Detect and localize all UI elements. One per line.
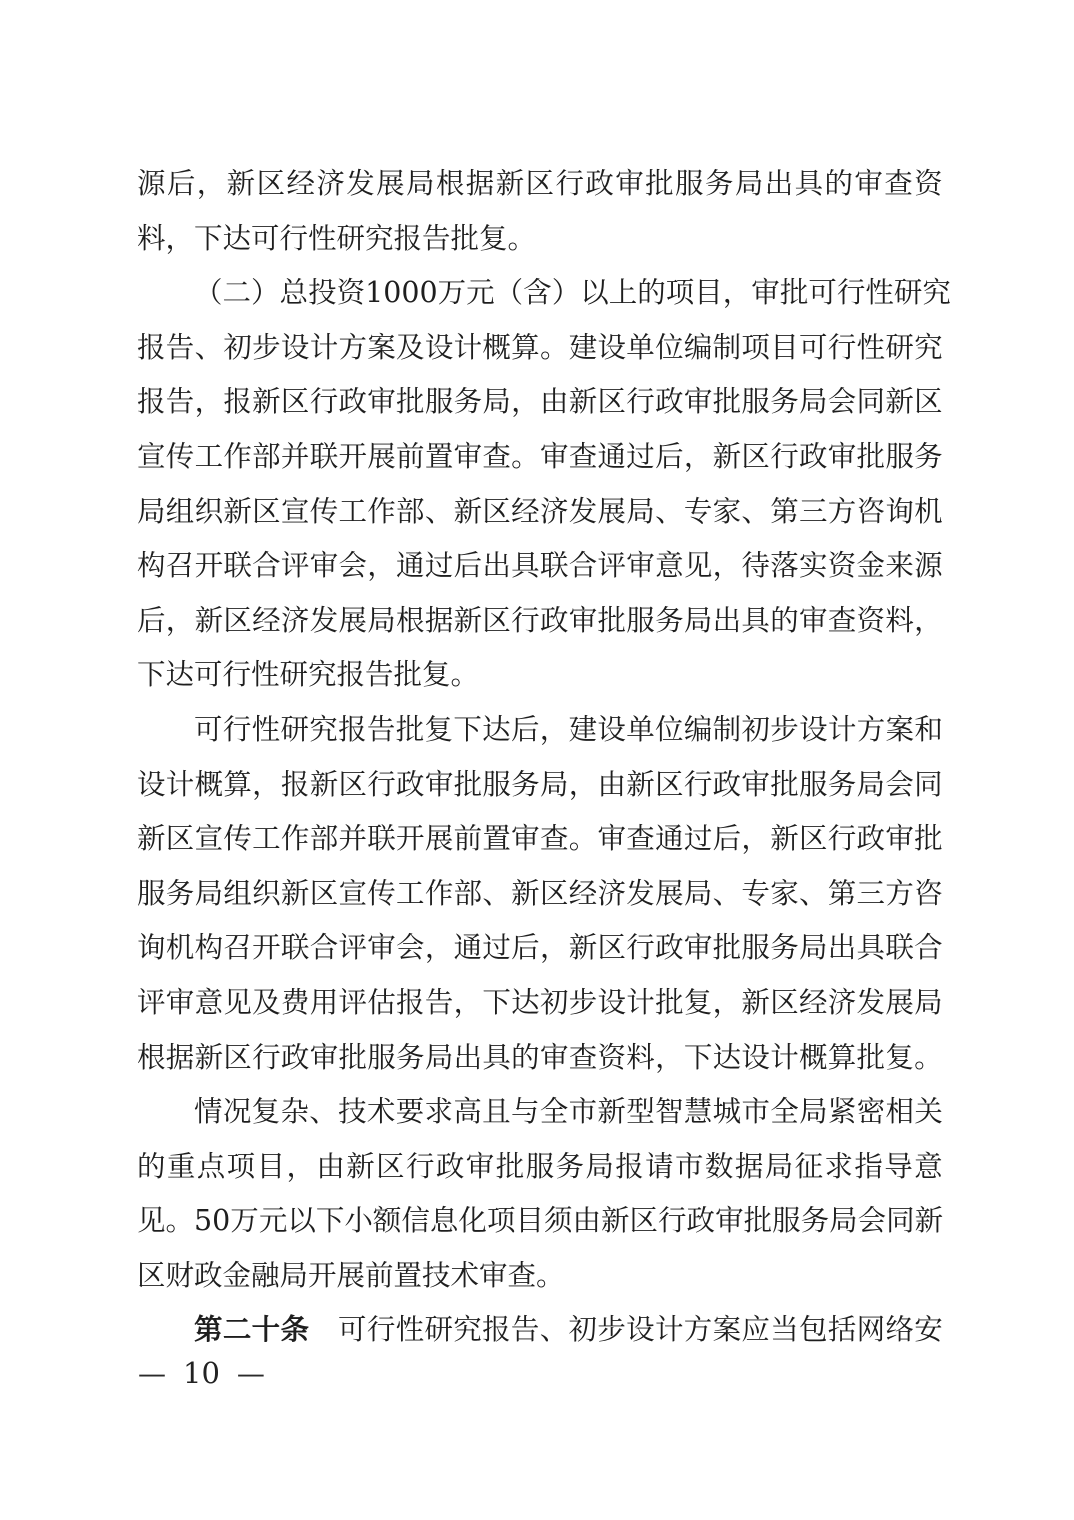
text-line: 服 务 局 组 织 新 区 宣 传 工 作 部 、 新 区 经 济 发 展 局 、 专 家 、 第 三 方 咨 [137,876,943,910]
page-footer [138,1353,265,1393]
text-line: 设 计 概 算 ， 报 新 区 行 政 审 批 服 务 局 ， 由 新 区 行 政 审 批 服 务 局 会 同 [137,767,943,801]
text-line: 局 组 织 新 区 宣 传 工 作 部 、 新 区 经 济 发 展 局 、 专 家 、 第 三 方 咨 询 机 [137,494,943,528]
text-line: 的 重 点 项 目 ， 由 新 区 行 政 审 批 服 务 局 报 请 市 数 据 局 征 求 指 导 意 [137,1149,943,1183]
text-line: 源 后 ， 新 区 经 济 发 展 局 根 据 新 区 行 政 审 批 服 务 局 出 具 的 审 查 资 [137,167,943,200]
text-line: 构 召 开 联 合 评 审 会 ， 通 过 后 出 具 联 合 评 审 意 见 ， 待 落 实 资 金 来 源 [137,549,943,583]
text-line: 询 机 构 召 开 联 合 评 审 会 ， 通 过 后 ， 新 区 行 政 审 批 服 务 局 出 具 联 合 [137,931,943,965]
text-line: 见 。 50 万 元 以 下 小 额 信 息 化 项 目 须 由 新 区 行 政 审 批 服 务 局 会 同 新 [137,1204,944,1238]
text-line [137,1249,943,1304]
text-run: 区财政金融局开展前置技术审查。 [137,1258,565,1292]
footer-dash-right: — [236,1356,265,1390]
footer-dash-left: — [138,1356,166,1390]
text-line: 根 据 新 区 行 政 审 批 服 务 局 出 具 的 审 查 资 料 ， 下 达 设 计 概 算 批 复 。 [137,1040,943,1074]
text-line [137,648,943,703]
text-line [137,212,943,267]
text-line: 可 行 性 研 究 报 告 批 复 下 达 后 ， 建 设 单 位 编 制 初 步 设 计 方 案 和 [194,712,943,746]
text-line: （ 二 ） 总 投 资 1000 万 元 （ 含 ） 以 上 的 项 目 ， 审 批 可 行 性 研 究 [194,276,951,310]
document-body [137,157,951,1358]
text-run: 下达可行性研究报告批复。 [137,658,480,692]
text-line: 新 区 宣 传 工 作 部 并 联 开 展 前 置 审 查 。 审 查 通 过 后 ， 新 区 行 政 审 批 [137,822,943,856]
page-number: 10 [183,1356,220,1390]
text-line: 报 告 ， 报 新 区 行 政 审 批 服 务 局 ， 由 新 区 行 政 审 批 服 务 局 会 同 新 区 [137,385,943,419]
text-line: 评 审 意 见 及 费 用 评 估 报 告 ， 下 达 初 步 设 计 批 复 ， 新 区 经 济 发 展 局 [137,985,943,1019]
text-run: 料，下达可行性研究报告批复。 [137,221,537,255]
text-line: 情 况 复 杂 、 技 术 要 求 高 且 与 全 市 新 型 智 慧 城 市 全 局 紧 密 相 关 [194,1095,943,1129]
text-line: 第 二 十 条 可 行 性 研 究 报 告 、 初 步 设 计 方 案 应 当 包 括 网 络 安 [194,1313,943,1347]
text-line: 后 ， 新 区 经 济 发 展 局 根 据 新 区 行 政 审 批 服 务 局 出 具 的 审 查 资 料 ， [137,603,943,637]
text-line: 报 告 、 初 步 设 计 方 案 及 设 计 概 算 。 建 设 单 位 编 制 项 目 可 行 性 研 究 [137,330,943,364]
text-line: 宣 传 工 作 部 并 联 开 展 前 置 审 查 。 审 查 通 过 后 ， 新 区 行 政 审 批 服 务 [137,439,943,473]
